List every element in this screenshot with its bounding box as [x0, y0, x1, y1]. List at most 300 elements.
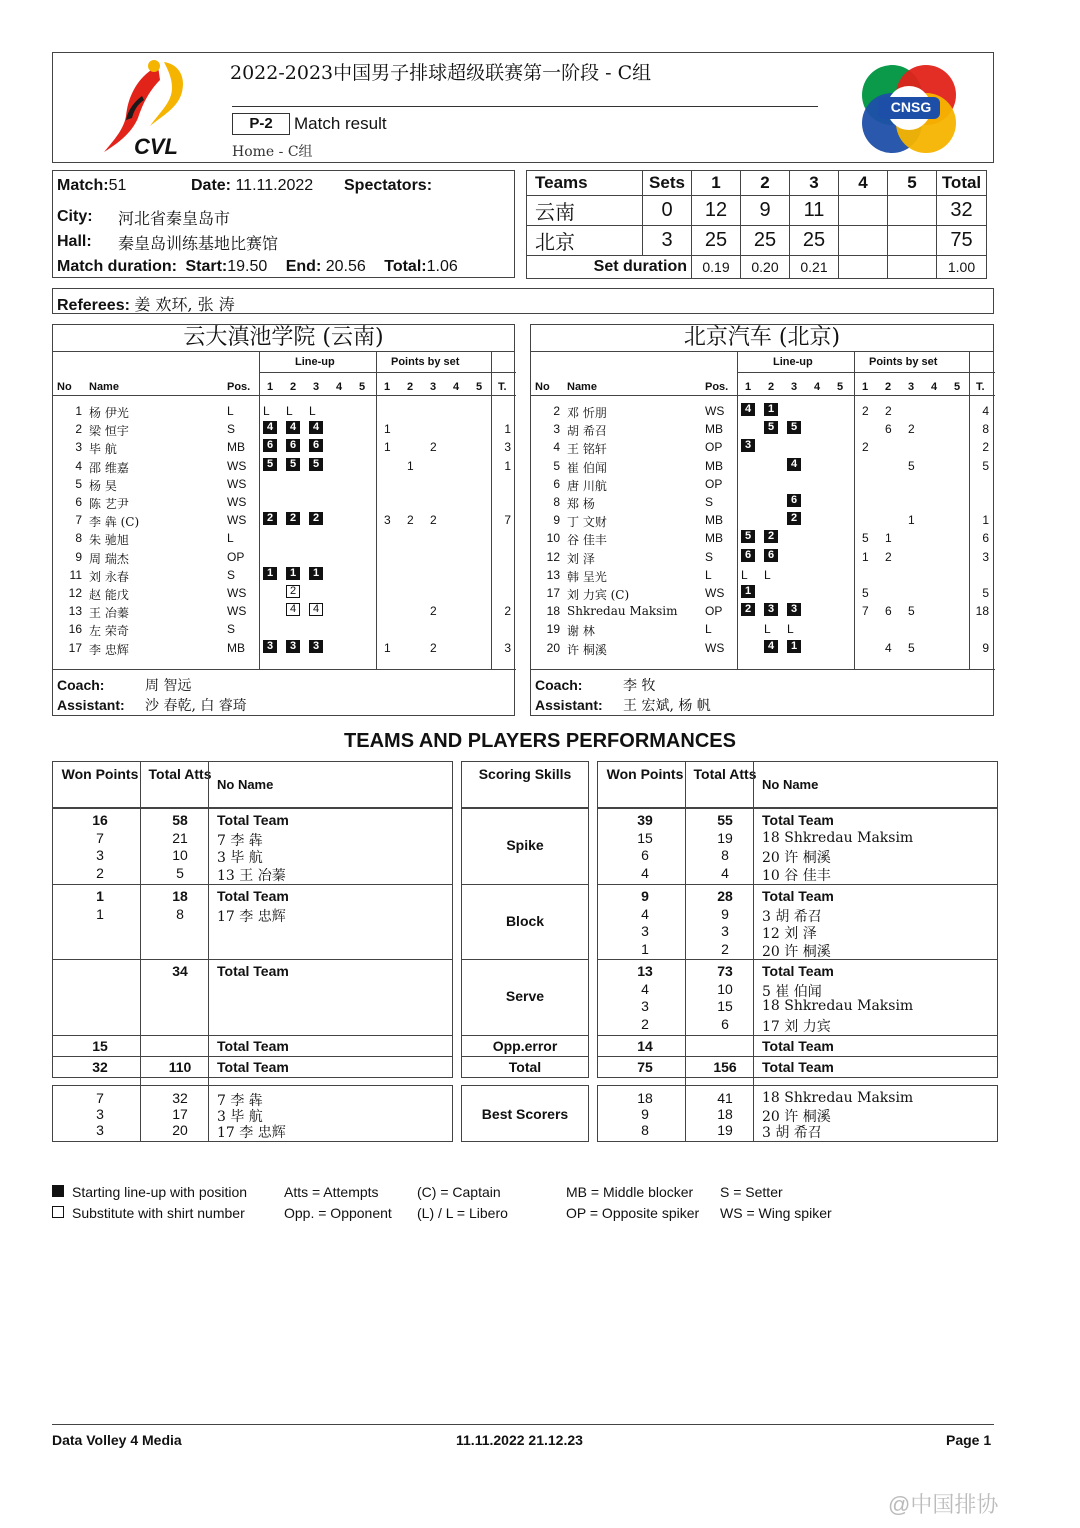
perf-won: 6	[641, 847, 649, 863]
coach-name: 周 智远	[145, 678, 192, 694]
player-position: WS	[227, 513, 247, 528]
perf-won: 2	[96, 864, 104, 881]
player-row	[531, 475, 993, 493]
perf-won: 4	[641, 864, 649, 881]
player-position: WS	[227, 458, 247, 473]
perf-atts: 110	[168, 1059, 192, 1075]
lineup-col-header: 2	[290, 381, 297, 393]
player-position: MB	[227, 440, 245, 455]
player-row	[531, 529, 993, 547]
player-number: 12	[546, 549, 560, 564]
points-total: 1	[504, 458, 511, 473]
hall-value: 秦皇岛训练基地比赛馆	[118, 234, 279, 253]
lineup-position-marker: 6	[309, 439, 323, 452]
score-table	[526, 170, 987, 279]
referees-names: 姜 欢环, 张 涛	[134, 295, 235, 314]
player-position: OP	[705, 604, 723, 619]
perf-player: Total Team	[217, 1059, 289, 1075]
lineup-position-marker: 3	[263, 640, 277, 653]
lineup-position-marker: 4	[286, 603, 300, 616]
points-col-header: 4	[453, 381, 460, 393]
player-position: WS	[227, 495, 247, 509]
score-set3: 25	[790, 226, 839, 256]
player-position: WS	[227, 586, 247, 600]
points-col-header: 1	[384, 381, 391, 393]
total-label: Total:	[384, 258, 427, 275]
name-header: Name	[89, 381, 119, 393]
score-set4	[839, 196, 888, 226]
perf-atts: 6	[721, 1015, 729, 1032]
player-name: 胡 希召	[567, 424, 607, 439]
t-header: T.	[976, 381, 985, 393]
perf-player: 20 许 桐溪	[762, 1109, 831, 1125]
player-number: 2	[553, 404, 560, 418]
player-name: Shkredau Maksim	[567, 604, 678, 619]
score-row-beijing	[527, 226, 987, 256]
score-set3: 11	[790, 196, 839, 226]
player-row	[53, 438, 514, 456]
lineup-position-marker: 5	[787, 421, 801, 434]
perf-won: 4	[641, 980, 649, 997]
points-set-3: 2	[430, 640, 437, 655]
set-duration-row	[527, 256, 987, 279]
points-col-header: 3	[908, 381, 915, 393]
points-set-2: 6	[885, 604, 892, 619]
perf-won: 1	[96, 905, 104, 922]
legend-substitute: Substitute with shirt number	[72, 1205, 245, 1221]
lineup-header: Line-up	[295, 356, 335, 368]
player-row	[531, 584, 993, 602]
points-set-2: 6	[885, 422, 892, 437]
player-position: S	[227, 622, 236, 637]
footer-center: 11.11.2022 21.12.23	[456, 1432, 583, 1448]
spectators-label: Spectators:	[344, 177, 433, 194]
lineup-position-marker: 2	[309, 512, 323, 525]
points-header: Points by set	[391, 356, 460, 368]
legend-ws: WS = Wing spiker	[720, 1205, 832, 1221]
points-col-header: 4	[931, 381, 938, 393]
perf-player: 13 王 冶蓁	[217, 867, 286, 884]
player-number: 13	[546, 567, 560, 582]
points-set-2: 2	[885, 549, 892, 564]
match-date: 11.11.2022	[235, 177, 314, 194]
player-row	[531, 438, 993, 456]
perf-player: 18 Shkredau Maksim	[762, 1090, 914, 1106]
lineup-position-marker: 1	[741, 585, 755, 598]
lineup-col-header: 2	[768, 381, 775, 393]
player-name: 邵 维嘉	[89, 460, 129, 475]
player-number: 10	[546, 531, 560, 546]
score-header-total: Total	[937, 171, 987, 196]
perf-atts: 20	[172, 1122, 188, 1138]
footer-right: Page 1	[946, 1432, 992, 1448]
player-row	[53, 620, 514, 638]
points-total: 5	[982, 458, 989, 473]
points-set-3: 2	[908, 422, 915, 437]
perf-atts: 21	[172, 829, 188, 846]
player-position: MB	[705, 531, 723, 546]
points-col-header: 2	[407, 381, 414, 393]
score-team-name: 北京	[527, 226, 643, 256]
points-total: 6	[982, 531, 989, 546]
doc-subtitle: Home - C组	[232, 144, 313, 160]
lineup-col-header: 4	[336, 381, 343, 393]
lineup-position-marker: 6	[787, 494, 801, 507]
perf-won: 7	[96, 829, 104, 846]
perf-player: Total Team	[217, 963, 289, 979]
lineup-position-marker: 4	[309, 603, 323, 616]
score-set2: 9	[741, 196, 790, 226]
lineup-position-marker: 5	[741, 530, 755, 543]
match-number: 51	[108, 177, 127, 194]
score-sets: 3	[643, 226, 692, 256]
perf-atts: 28	[717, 888, 733, 904]
score-set1: 12	[692, 196, 741, 226]
perf-won: 14	[637, 1038, 653, 1054]
legend-atts: Atts = Attempts	[284, 1184, 379, 1200]
set-duration-label: Set duration	[527, 256, 692, 279]
lineup-position-marker: 3	[741, 439, 755, 452]
player-row	[53, 529, 514, 547]
player-position: OP	[227, 549, 245, 564]
perf-atts: 8	[721, 847, 729, 863]
city-value: 河北省秦皇岛市	[118, 209, 231, 228]
player-name: 左 荣奇	[89, 624, 129, 639]
points-set-2: 2	[407, 513, 414, 528]
document-title: 2022-2023中国男子排球超级联赛第一阶段 - C组	[230, 62, 652, 84]
points-set-1: 7	[862, 604, 869, 619]
legend-mb: MB = Middle blocker	[566, 1184, 694, 1200]
player-row	[53, 511, 514, 529]
duration-label: Match duration:	[57, 258, 177, 275]
perf-won: 1	[641, 940, 649, 957]
player-number: 5	[553, 458, 560, 473]
points-set-2: 4	[885, 640, 892, 655]
start-value: 19.50	[227, 258, 268, 275]
score-team-name: 云南	[527, 196, 643, 226]
lineup-position-marker: 1	[764, 403, 778, 416]
player-number: 1	[75, 404, 82, 418]
cvl-logo	[98, 56, 194, 160]
end-value: 20.56	[325, 258, 366, 275]
player-position: WS	[705, 640, 725, 655]
lineup-text: L	[764, 567, 771, 582]
player-position: OP	[705, 476, 723, 491]
player-position: MB	[705, 458, 723, 473]
perf-player: Total Team	[217, 1038, 289, 1054]
perf-atts-header-a: Total Atts	[148, 766, 212, 782]
lineup-position-marker: 1	[286, 567, 300, 580]
player-name: 王 铭轩	[567, 442, 607, 457]
perf-won: 3	[641, 923, 649, 939]
perf-won: 8	[641, 1122, 649, 1138]
player-number: 20	[546, 640, 560, 655]
points-col-header: 2	[885, 381, 892, 393]
points-total: 3	[504, 440, 511, 455]
points-total: 3	[504, 640, 511, 655]
doc-code: P-2	[232, 113, 290, 135]
player-number: 19	[546, 622, 560, 637]
perf-skill-name: Total	[508, 1059, 542, 1075]
legend-starting: Starting line-up with position	[72, 1184, 248, 1200]
player-number: 17	[546, 586, 560, 600]
player-position: S	[705, 495, 714, 509]
player-name: 郑 杨	[567, 497, 595, 511]
player-position: WS	[705, 404, 725, 418]
coach-name: 李 牧	[623, 678, 656, 694]
no-header: No	[535, 381, 550, 393]
player-row	[53, 475, 514, 493]
score-header-sets: Sets	[643, 171, 692, 196]
points-set-3: 5	[908, 604, 915, 619]
player-row	[53, 602, 514, 620]
player-row	[53, 402, 514, 420]
perf-player: 20 许 桐溪	[762, 943, 831, 960]
lineup-position-marker: 6	[263, 439, 277, 452]
perf-atts: 5	[176, 864, 184, 881]
player-row	[53, 548, 514, 566]
perf-atts: 32	[172, 1090, 188, 1106]
assistant-names: 沙 春乾, 白 睿琦	[145, 698, 247, 714]
player-name: 杨 昊	[89, 478, 117, 493]
player-name: 刘 力宾 (C)	[567, 588, 630, 602]
doc-name: Match result	[294, 114, 387, 133]
points-total: 9	[982, 640, 989, 655]
player-name: 刘 泽	[567, 551, 595, 566]
player-row	[53, 420, 514, 438]
player-name: 许 桐溪	[567, 642, 607, 657]
pos-header: Pos.	[705, 381, 729, 393]
player-row	[53, 639, 514, 657]
duration-line	[57, 258, 458, 276]
lineup-position-marker: 3	[787, 603, 801, 616]
points-total: 2	[504, 604, 511, 619]
player-number: 6	[75, 495, 82, 509]
points-set-1: 5	[862, 531, 869, 546]
footer-left: Data Volley 4 Media	[52, 1432, 182, 1448]
player-name: 刘 永春	[89, 569, 129, 584]
lineup-position-marker: 5	[286, 458, 300, 471]
points-set-3: 1	[908, 513, 915, 528]
points-total: 8	[982, 422, 989, 437]
perf-name-header-a: No Name	[217, 777, 274, 792]
perf-won: 75	[637, 1059, 653, 1075]
lineup-col-header: 5	[359, 381, 366, 393]
player-number: 8	[75, 531, 82, 546]
perf-player: 17 刘 力宾	[762, 1018, 831, 1035]
header-divider	[232, 106, 818, 107]
score-header-set4: 4	[839, 171, 888, 196]
points-set-2: 1	[407, 458, 414, 473]
set-duration-1: 0.19	[692, 256, 741, 279]
player-number: 7	[75, 513, 82, 528]
player-row	[53, 457, 514, 475]
player-position: L	[227, 404, 234, 418]
points-set-1: 1	[384, 422, 391, 437]
player-row	[531, 511, 993, 529]
player-position: L	[705, 567, 712, 582]
legend-captain: (C) = Captain	[417, 1184, 501, 1200]
points-set-3: 2	[430, 513, 437, 528]
player-name: 唐 川航	[567, 478, 607, 493]
legend-opp: Opp. = Opponent	[284, 1205, 392, 1221]
lineup-position-marker: 3	[286, 640, 300, 653]
player-name: 毕 航	[89, 442, 117, 457]
player-position: L	[227, 531, 234, 546]
perf-player: Total Team	[217, 888, 289, 904]
lineup-col-header: 1	[267, 381, 274, 393]
player-position: S	[227, 567, 236, 582]
player-position: MB	[705, 422, 723, 437]
player-position: MB	[227, 640, 245, 655]
lineup-col-header: 4	[814, 381, 821, 393]
legend-empty-square-icon	[52, 1206, 64, 1218]
team-name: 北京汽车 (北京)	[531, 325, 993, 352]
player-name: 杨 伊光	[89, 406, 129, 420]
perf-player: Total Team	[762, 812, 834, 828]
legend-op: OP = Opposite spiker	[566, 1205, 700, 1221]
player-name: 谷 佳丰	[567, 533, 607, 548]
perf-won: 9	[641, 888, 649, 904]
perf-atts: 4	[721, 864, 729, 881]
set-duration-3: 0.21	[790, 256, 839, 279]
perf-atts: 55	[717, 812, 733, 828]
points-set-1: 1	[862, 549, 869, 564]
set-duration-5	[888, 256, 937, 279]
lineup-position-marker: 5	[309, 458, 323, 471]
perf-player: 18 Shkredau Maksim	[762, 998, 914, 1014]
points-col-header: 1	[862, 381, 869, 393]
player-number: 2	[75, 422, 82, 437]
perf-atts: 3	[721, 923, 729, 939]
perf-won: 7	[96, 1090, 104, 1106]
perf-won: 18	[637, 1090, 653, 1106]
perf-player: Total Team	[762, 1059, 834, 1075]
perf-atts: 15	[717, 998, 733, 1014]
perf-player: 17 李 忠辉	[217, 908, 286, 925]
perf-won: 2	[641, 1015, 649, 1032]
player-number: 12	[68, 586, 82, 600]
player-position: L	[705, 622, 712, 637]
score-header-teams: Teams	[527, 171, 643, 196]
score-set2: 25	[741, 226, 790, 256]
points-total: 3	[982, 549, 989, 564]
perf-skill-name: Opp.error	[492, 1038, 558, 1054]
points-col-header: 5	[954, 381, 961, 393]
points-header: Points by set	[869, 356, 938, 368]
lineup-position-marker: 2	[286, 512, 300, 525]
perf-player: 3 毕 航	[217, 850, 263, 866]
lineup-col-header: 3	[791, 381, 798, 393]
perf-won: 3	[96, 1106, 104, 1122]
player-name: 赵 能戊	[89, 588, 129, 602]
lineup-col-header: 1	[745, 381, 752, 393]
points-set-1: 2	[862, 404, 869, 418]
lineup-text: L	[787, 622, 794, 637]
roster-header-bottom	[53, 395, 516, 396]
points-set-3: 2	[430, 440, 437, 455]
perf-won: 15	[92, 1038, 108, 1054]
player-name: 韩 呈光	[567, 569, 607, 584]
perf-player: 7 李 犇	[217, 1093, 263, 1109]
roster-team-b	[530, 324, 994, 716]
player-position: WS	[227, 476, 247, 491]
player-number: 4	[75, 458, 82, 473]
points-total: 18	[975, 604, 989, 619]
total-value: 1.06	[426, 258, 458, 275]
match-line	[57, 177, 126, 195]
player-number: 3	[75, 440, 82, 455]
perf-skill-name: Best Scorers	[481, 1106, 569, 1122]
lineup-position-marker: 6	[286, 439, 300, 452]
perf-player: Total Team	[217, 812, 289, 828]
player-name: 王 冶蓁	[89, 606, 129, 621]
perf-player: Total Team	[762, 963, 834, 979]
perf-skills-header: Scoring Skills	[478, 766, 572, 782]
set-duration-2: 0.20	[741, 256, 790, 279]
cnsg-logo	[852, 55, 964, 161]
lineup-header: Line-up	[773, 356, 813, 368]
player-row	[531, 493, 993, 511]
roster-header-bottom	[531, 395, 995, 396]
perf-skill-name: Serve	[505, 988, 545, 1004]
perf-player: Total Team	[762, 888, 834, 904]
lineup-position-marker: 4	[764, 640, 778, 653]
perf-player: 5 崔 伯闻	[762, 983, 822, 1000]
perf-atts: 73	[717, 963, 733, 979]
legend-filled-square-icon	[52, 1185, 64, 1197]
player-number: 3	[553, 422, 560, 437]
points-set-2: 2	[885, 404, 892, 418]
lineup-position-marker: 3	[309, 640, 323, 653]
perf-atts: 10	[172, 847, 188, 863]
score-set5	[888, 226, 937, 256]
lineup-position-marker: 6	[741, 549, 755, 562]
player-name: 李 忠辉	[89, 642, 129, 657]
player-number: 11	[69, 567, 82, 582]
perf-atts-header-b: Total Atts	[693, 766, 757, 782]
roster-team-a	[52, 324, 515, 716]
lineup-position-marker: 3	[764, 603, 778, 616]
lineup-position-marker: 1	[787, 640, 801, 653]
lineup-position-marker: 2	[286, 585, 300, 598]
player-name: 丁 文财	[567, 515, 607, 530]
lineup-position-marker: 4	[263, 421, 277, 434]
perf-atts: 18	[717, 1106, 733, 1122]
player-position: WS	[227, 604, 247, 619]
player-row	[53, 566, 514, 584]
player-number: 9	[553, 513, 560, 528]
perf-won: 32	[92, 1059, 108, 1075]
roster-header-divider	[259, 372, 516, 373]
perf-atts: 18	[172, 888, 188, 904]
score-set1: 25	[692, 226, 741, 256]
team-name: 云大滇池学院 (云南)	[53, 325, 514, 352]
cvl-logo-text: CVL	[134, 134, 178, 159]
player-name: 梁 恒宇	[89, 424, 129, 439]
perf-player: 12 刘 泽	[762, 926, 817, 942]
player-number: 6	[553, 476, 560, 491]
score-header-row	[527, 171, 987, 196]
player-name: 周 瑞杰	[89, 551, 129, 566]
lineup-position-marker: 2	[263, 512, 277, 525]
hall-label: Hall:	[57, 233, 92, 250]
points-total: 7	[504, 513, 511, 528]
set-duration-4	[839, 256, 888, 279]
lineup-position-marker: 4	[286, 421, 300, 434]
perf-atts: 17	[172, 1106, 188, 1122]
perf-won: 39	[637, 812, 653, 828]
